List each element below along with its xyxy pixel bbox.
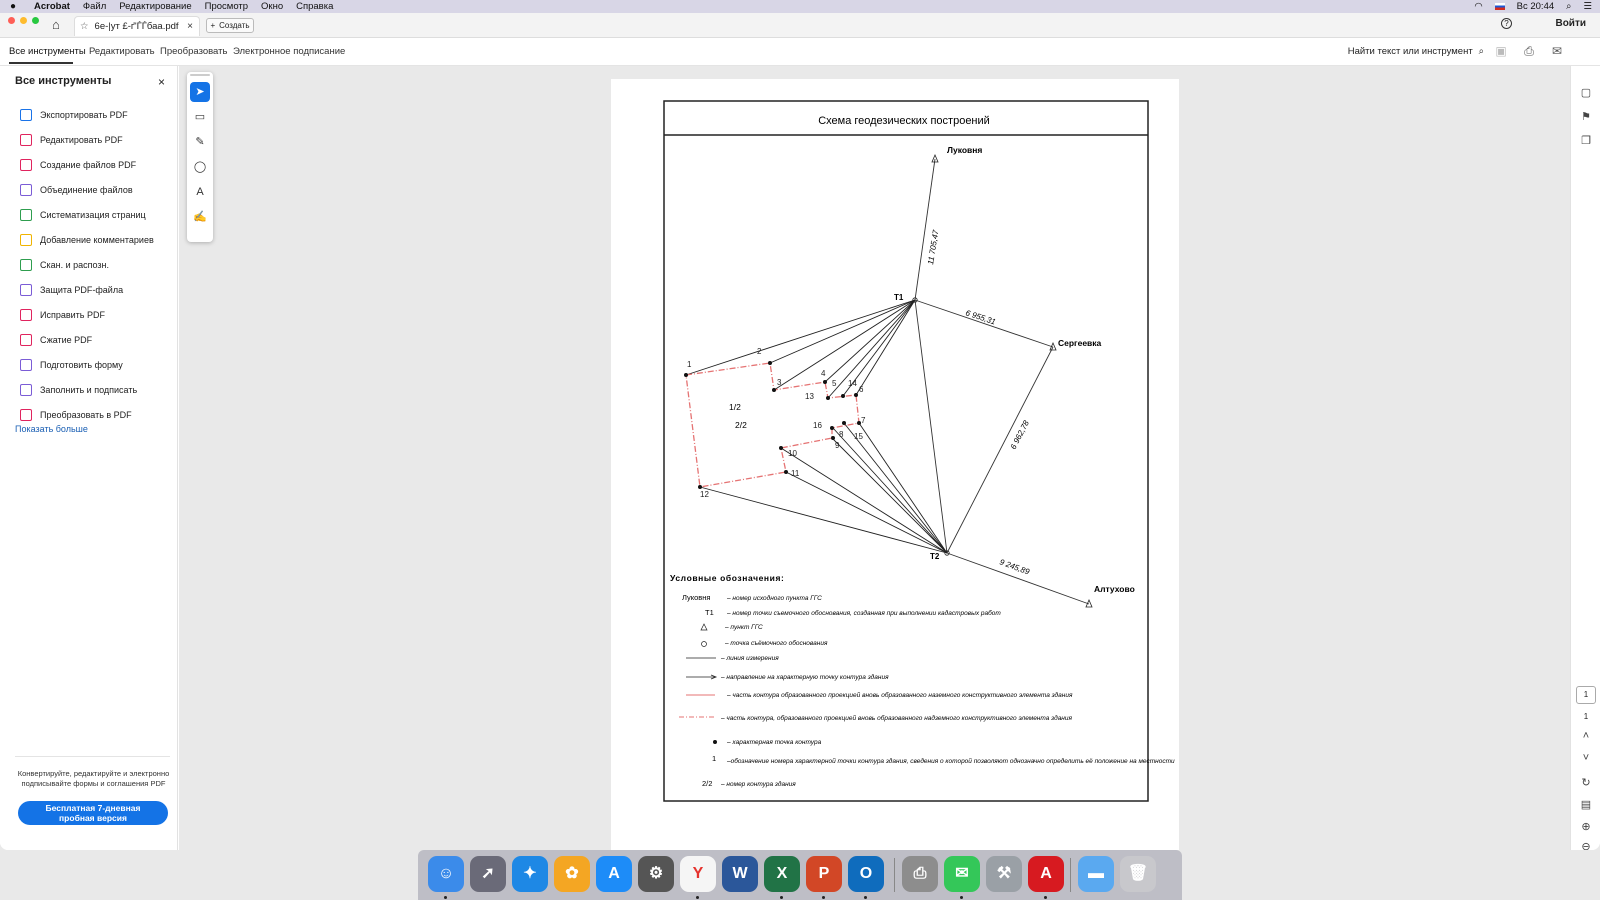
svg-text:14: 14	[848, 379, 857, 388]
tool-label: Редактировать PDF	[40, 134, 123, 145]
system-preferences-icon[interactable]: ⚙	[638, 856, 674, 892]
tool-item[interactable]	[20, 352, 154, 377]
tool-item[interactable]	[20, 327, 154, 352]
lasso-icon[interactable]: ◯	[193, 161, 207, 173]
svg-text:1: 1	[687, 360, 692, 369]
document-tab-label: 6е-|ут £-ґ'ЃЃбаа.pdf	[94, 21, 179, 32]
tool-label: Заполнить и подписать	[40, 384, 138, 395]
legend-text-10: –обозначение номера характерной точки контура здания, сведения о которой позволяют однозначно определить её положение на местности	[727, 758, 1175, 765]
close-tab-icon[interactable]: ×	[187, 21, 193, 32]
station-label-sergeevka: Сергеевка	[1058, 338, 1102, 348]
legend-text-2: – номер точки съемочного обоснования, созданная при выполнении кадастровых работ	[727, 610, 1001, 617]
legend-text-7: – часть контура образованного проекцией вновь образованного наземного конструктивного элемента здания	[727, 692, 1073, 699]
messages-icon[interactable]: ✉	[944, 856, 980, 892]
tool-label: Систематизация страниц	[40, 209, 146, 220]
tool-label: Добавление комментариев	[40, 234, 154, 245]
svg-text:9: 9	[835, 441, 840, 450]
running-indicator	[864, 896, 867, 899]
svg-text:10: 10	[788, 449, 797, 458]
create-button[interactable]	[206, 18, 254, 33]
safari-icon[interactable]: ✦	[512, 856, 548, 892]
create-button-label: Создать	[219, 21, 250, 30]
page-total: 1	[1583, 712, 1589, 721]
tab-all-tools[interactable]: Все инструменты	[9, 46, 86, 57]
station-label-altukhovo: Алтухово	[1094, 584, 1135, 594]
tab-edit[interactable]: Редактировать	[89, 46, 155, 57]
legend-key-2: Т1	[705, 608, 714, 617]
tool-icon	[20, 409, 32, 421]
tool-icon	[20, 159, 32, 171]
spotlight-search-icon[interactable]: ⌕	[1566, 1, 1572, 12]
legend-text-3: – пункт ГГС	[725, 624, 763, 631]
legend-heading: Условные обозначения:	[670, 573, 785, 583]
print-icon[interactable]: ⎙	[1524, 44, 1534, 58]
tool-icon	[20, 359, 32, 371]
printer-icon[interactable]: ⎙	[902, 856, 938, 892]
svg-text:3: 3	[777, 378, 782, 387]
zoom-window-button[interactable]	[32, 17, 39, 24]
apple-icon[interactable]: ●	[10, 1, 17, 12]
svg-text:7: 7	[861, 416, 866, 425]
legend-symbol-ggs	[701, 624, 707, 630]
tool-icon	[20, 134, 32, 146]
main-toolbar	[0, 38, 1600, 66]
legend-text-6: – направление на характерную точку контура здания	[721, 674, 889, 681]
running-indicator	[960, 896, 963, 899]
powerpoint-icon[interactable]: P	[806, 856, 842, 892]
text-box-icon[interactable]: A	[196, 186, 204, 198]
control-center-icon[interactable]: ☰	[1583, 1, 1592, 12]
legend-key-11: 2/2	[702, 779, 713, 788]
legend-symbol-survey-point	[702, 642, 707, 647]
legend-symbol-contour-point	[713, 740, 717, 744]
home-icon[interactable]: ⌂	[52, 17, 60, 32]
dock-separator	[1070, 858, 1071, 892]
tool-icon	[20, 259, 32, 271]
photos-icon[interactable]: ✿	[554, 856, 590, 892]
svg-text:11: 11	[791, 469, 800, 478]
comment-icon[interactable]: ▭	[194, 111, 206, 123]
macos-menubar	[0, 0, 1600, 13]
menu-file[interactable]: Файл	[82, 1, 107, 12]
show-more-link[interactable]: Показать больше	[15, 424, 88, 434]
legend-text-5: – линия измерения	[721, 655, 779, 662]
menubar-clock[interactable]: Вс 20:44	[1516, 1, 1555, 12]
menu-help[interactable]: Справка	[296, 1, 334, 12]
tool-item[interactable]	[20, 102, 154, 127]
tool-label: Создание файлов PDF	[40, 159, 137, 170]
finder-icon[interactable]: ☺	[428, 856, 464, 892]
excel-icon[interactable]: X	[764, 856, 800, 892]
right-rail	[1570, 66, 1600, 850]
tool-item[interactable]	[20, 302, 154, 327]
distance-t2-altukhovo: 9 245,89	[998, 557, 1031, 577]
tool-label: Сжатие PDF	[40, 334, 93, 345]
station-label-t1: Т1	[894, 293, 904, 302]
tool-label: Исправить PDF	[40, 309, 105, 320]
tool-label: Преобразовать в PDF	[40, 409, 132, 420]
word-icon[interactable]: W	[722, 856, 758, 892]
tool-icon	[20, 284, 32, 296]
input-source-flag-icon[interactable]	[1495, 3, 1505, 10]
tool-icon	[20, 309, 32, 321]
document-title: Схема геодезических построений	[818, 115, 990, 127]
legend-key-10: 1	[712, 754, 717, 763]
promo-text: Конвертируйте, редактируйте и электронно подписывайте формы и соглашения PDF	[17, 769, 170, 788]
directions-from-t1	[686, 300, 915, 398]
menu-edit[interactable]: Редактирование	[119, 1, 192, 12]
wifi-icon[interactable]: ◠	[1474, 1, 1483, 12]
find-tool-label: Найти текст или инструмент	[1347, 46, 1473, 57]
legend-text-1: – номер исходного пункта ГГС	[727, 595, 822, 602]
svg-text:4: 4	[821, 369, 826, 378]
tool-label: Защита PDF-файла	[40, 284, 124, 295]
close-window-button[interactable]	[8, 17, 15, 24]
legend-key-1: Луковня	[682, 593, 711, 602]
tool-item[interactable]	[20, 127, 154, 152]
page-fit-icon[interactable]: ▤	[1580, 799, 1592, 811]
tool-icon	[20, 209, 32, 221]
star-icon[interactable]: ☆	[80, 21, 89, 32]
tool-icon	[20, 384, 32, 396]
tool-item[interactable]	[20, 252, 154, 277]
pen-icon[interactable]: ✎	[195, 136, 205, 148]
tool-label: Подготовить форму	[40, 359, 123, 370]
running-indicator	[696, 896, 699, 899]
zoom-in-icon[interactable]: ⊕	[1581, 821, 1591, 833]
tool-item[interactable]	[20, 177, 154, 202]
mail-icon[interactable]: ✉	[1551, 44, 1563, 58]
select-cursor-icon[interactable]: ➤	[190, 82, 210, 102]
svg-text:15: 15	[854, 432, 863, 441]
acrobat-icon[interactable]: A	[1028, 856, 1064, 892]
help-icon[interactable]: ?	[1501, 18, 1512, 29]
running-indicator	[822, 896, 825, 899]
comments-panel-icon[interactable]: ▢	[1580, 87, 1592, 99]
app-store-icon[interactable]: A	[596, 856, 632, 892]
legend-text-9: – характерная точка контура	[727, 739, 822, 746]
drag-handle[interactable]	[190, 74, 210, 76]
free-trial-button[interactable]	[18, 801, 168, 825]
menu-app-acrobat[interactable]: Acrobat	[34, 1, 70, 12]
free-trial-line-1: Бесплатная 7-дневная	[45, 803, 141, 813]
tab-e-sign[interactable]: Электронное подписание	[233, 46, 346, 57]
tool-item[interactable]	[20, 377, 154, 402]
legend-text-11: – номер контура здания	[721, 781, 796, 788]
running-indicator	[780, 896, 783, 899]
chevron-up-icon[interactable]: ˄	[1582, 730, 1590, 742]
document-tab[interactable]	[74, 16, 200, 36]
tool-label: Скан. и распозн.	[40, 259, 110, 270]
rotate-icon[interactable]: ↻	[1581, 777, 1591, 789]
svg-text:8: 8	[839, 430, 844, 439]
quick-tools	[187, 72, 213, 242]
contour-label-2-2: 2/2	[735, 420, 747, 430]
directions-from-t2	[700, 423, 947, 553]
page-number-input[interactable]: 1	[1576, 686, 1596, 704]
legend-text-4: – точка съёмочного обоснования	[725, 640, 828, 647]
save-icon[interactable]: ▣	[1495, 44, 1507, 58]
search-icon: ⌕	[1478, 46, 1484, 57]
distance-t2-sergeevka: 6 962,78	[1008, 419, 1031, 451]
minimize-window-button[interactable]	[20, 17, 27, 24]
login-button[interactable]: Войти	[1555, 18, 1586, 29]
station-label-t2: Т2	[930, 552, 940, 561]
running-indicator	[1044, 896, 1047, 899]
distance-t1-sergeevka: 6 955,31	[964, 308, 997, 327]
launchpad-icon[interactable]: ➚	[470, 856, 506, 892]
svg-text:2: 2	[757, 347, 762, 356]
distance-t1-lukovnya: 11 705,47	[926, 229, 941, 266]
svg-text:12: 12	[700, 490, 709, 499]
active-tab-underline	[9, 62, 73, 64]
plus-icon: +	[210, 21, 216, 30]
document-view[interactable]	[179, 66, 1570, 850]
tool-label: Экспортировать PDF	[40, 109, 128, 120]
svg-text:13: 13	[805, 392, 814, 401]
legend-text-8: – часть контура, образованного проекцией вновь образованного надземного конструктивного элемента здания	[721, 715, 1072, 722]
tools-list	[20, 102, 154, 427]
free-trial-line-2: пробная версия	[59, 813, 127, 823]
close-panel-icon[interactable]: ×	[157, 75, 165, 89]
tool-item[interactable]	[20, 227, 154, 252]
tab-bar	[0, 13, 1600, 38]
tool-icon	[20, 234, 32, 246]
panel-title: Все инструменты	[15, 75, 112, 87]
tab-convert[interactable]: Преобразовать	[160, 46, 228, 57]
trash-icon[interactable]: 🗑	[1120, 856, 1156, 892]
station-label-lukovnya: Луковня	[947, 145, 983, 155]
dock-separator	[894, 858, 895, 892]
tool-item[interactable]	[20, 152, 154, 177]
scheme-drawing	[611, 79, 1179, 850]
find-tool[interactable]	[1348, 46, 1484, 57]
point-numbers	[687, 347, 866, 499]
contour-label-1-2: 1/2	[729, 402, 741, 412]
measurement-lines	[915, 159, 1089, 604]
svg-text:5: 5	[832, 379, 837, 388]
pages-icon[interactable]: ❐	[1581, 135, 1591, 147]
folder-icon[interactable]: ▬	[1078, 856, 1114, 892]
acrobat-window	[0, 13, 1600, 850]
tool-icon	[20, 334, 32, 346]
zoom-out-icon[interactable]: ⊖	[1581, 841, 1591, 850]
utility-icon[interactable]: ⚒	[986, 856, 1022, 892]
divider	[15, 756, 170, 757]
outlook-icon[interactable]: O	[848, 856, 884, 892]
yandex-browser-icon[interactable]: Y	[680, 856, 716, 892]
running-indicator	[444, 896, 447, 899]
svg-text:6: 6	[859, 385, 864, 394]
pdf-page	[611, 79, 1179, 850]
tool-label: Объединение файлов	[40, 184, 133, 195]
svg-text:16: 16	[813, 421, 822, 430]
bookmarks-icon[interactable]: ⚑	[1581, 111, 1591, 123]
menu-window[interactable]: Окно	[261, 1, 284, 12]
tool-icon	[20, 109, 32, 121]
menu-view[interactable]: Просмотр	[204, 1, 249, 12]
all-tools-panel	[0, 66, 178, 850]
tool-item[interactable]	[20, 202, 154, 227]
sign-icon[interactable]: ✍	[193, 211, 207, 223]
tool-item[interactable]	[20, 277, 154, 302]
tool-icon	[20, 184, 32, 196]
chevron-down-icon[interactable]: ˅	[1582, 752, 1590, 764]
macos-dock	[418, 850, 1182, 900]
